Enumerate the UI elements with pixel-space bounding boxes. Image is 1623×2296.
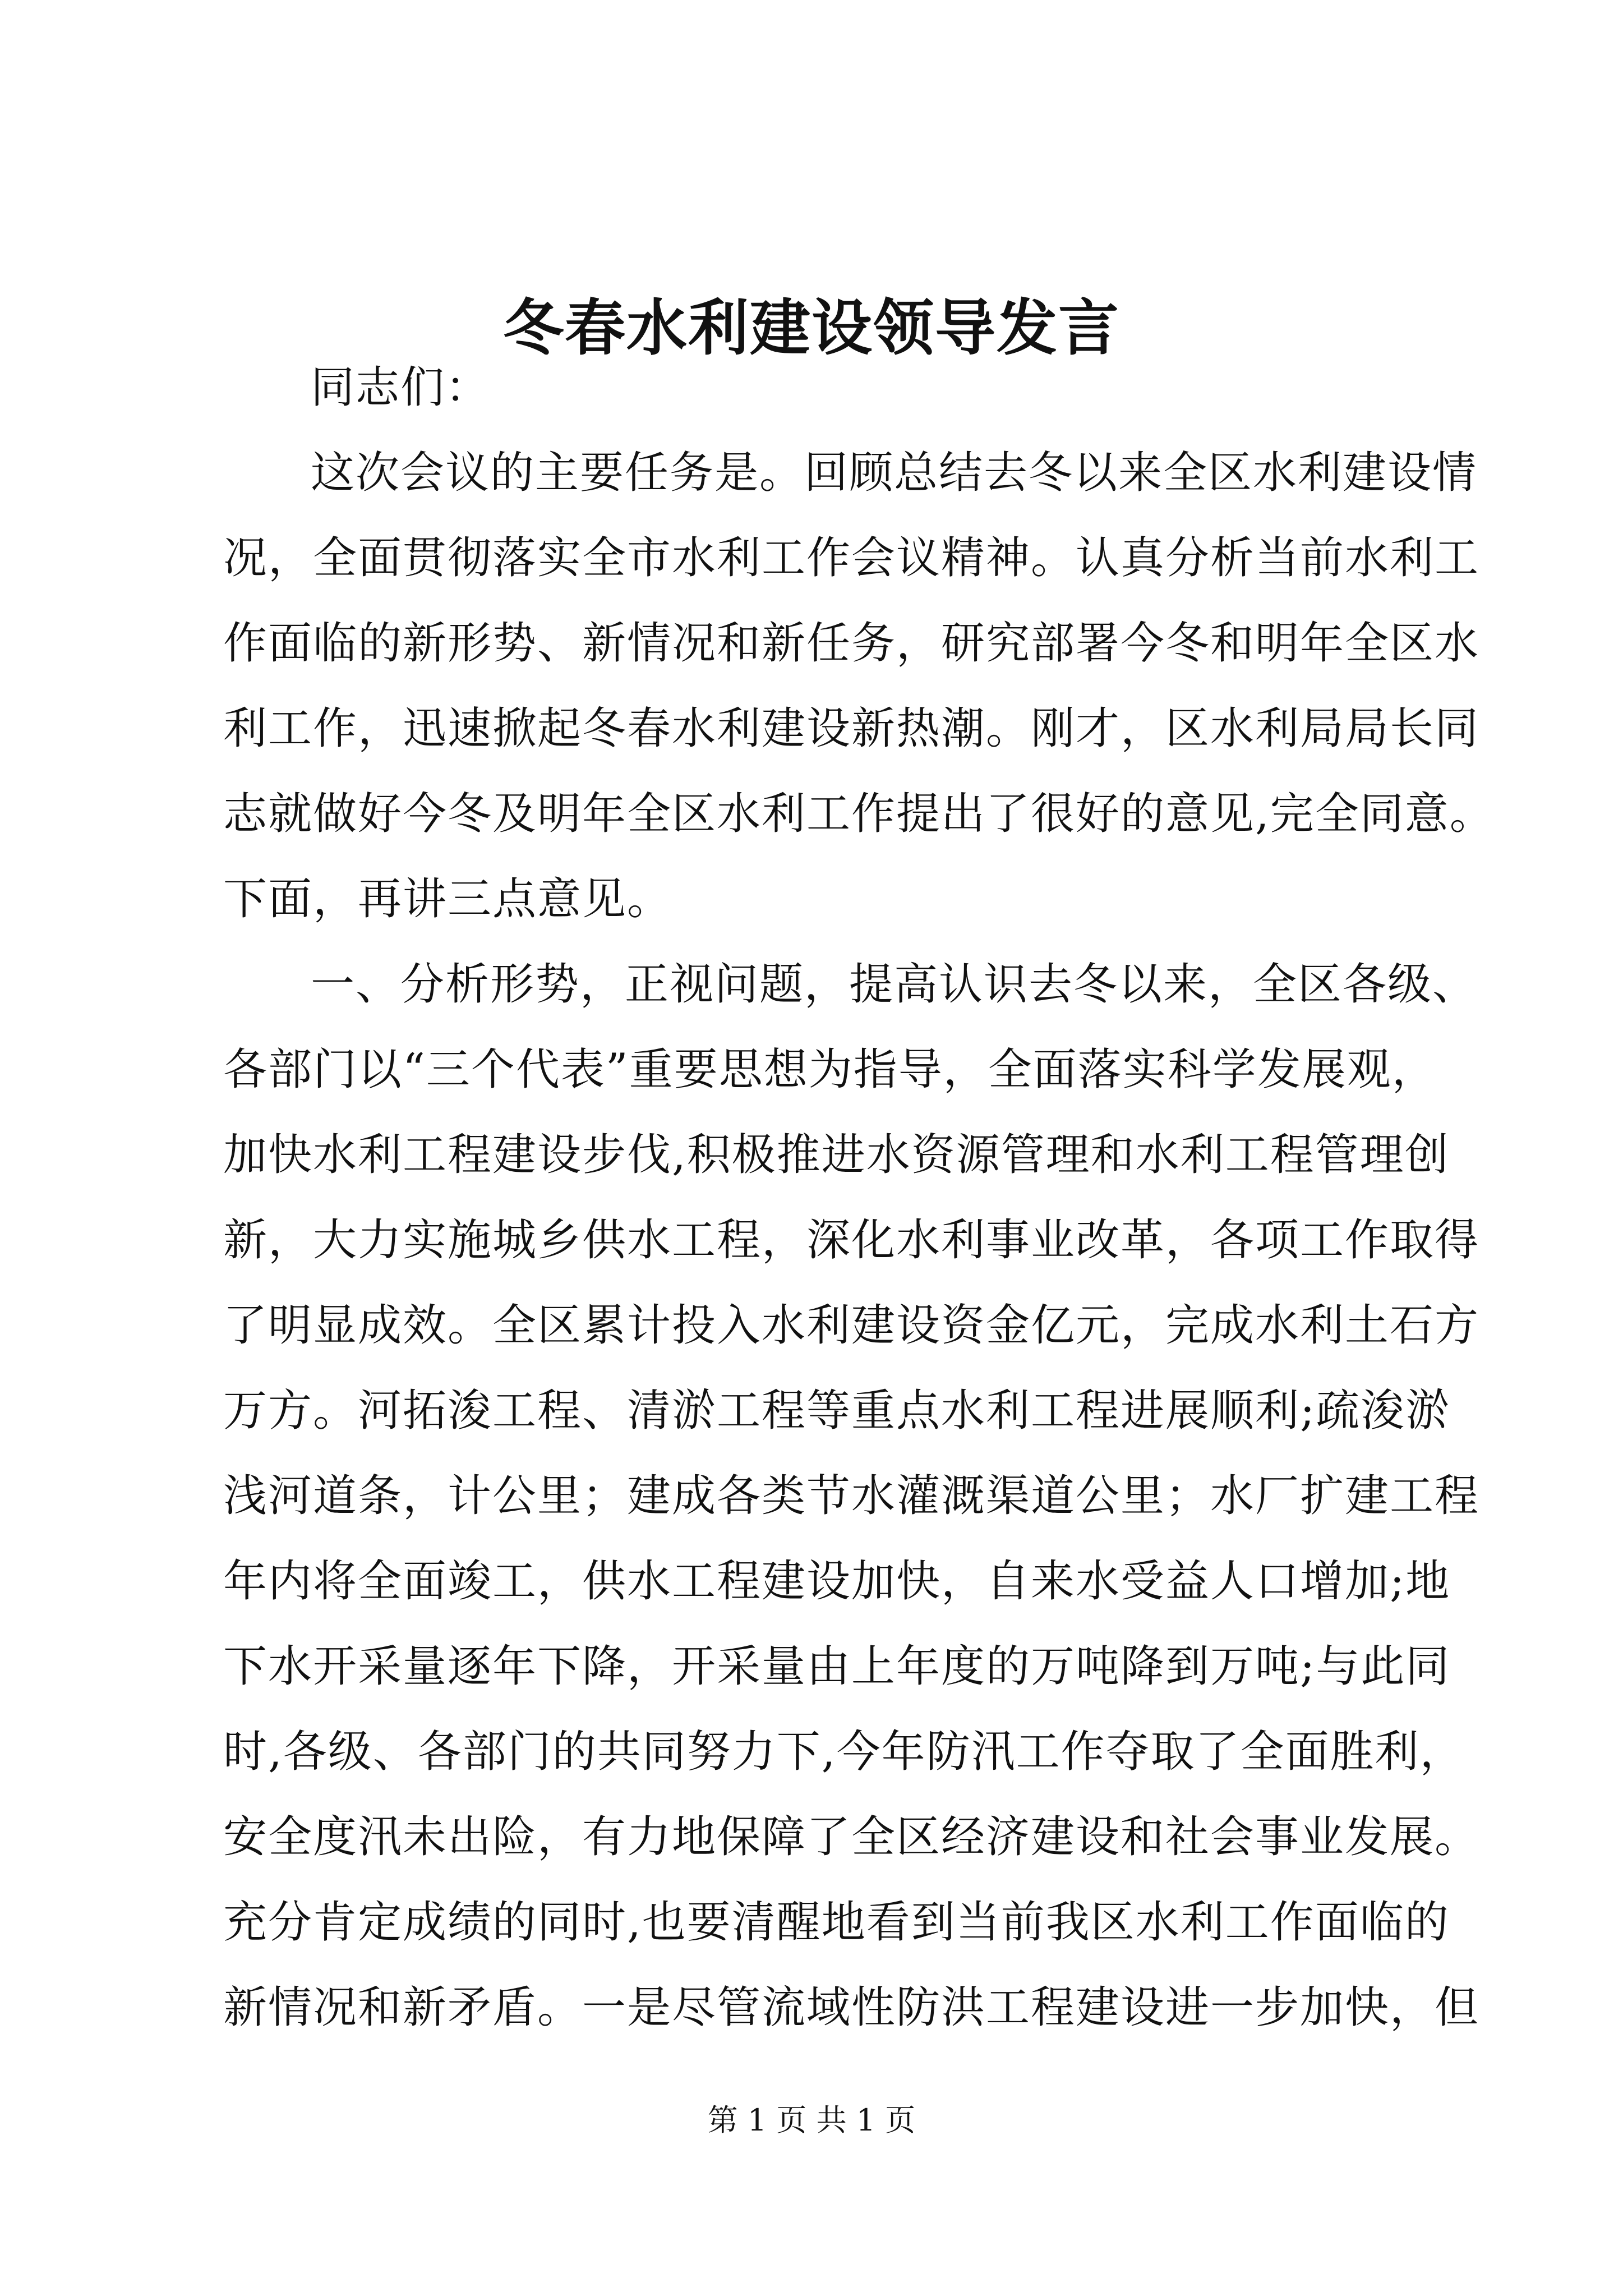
text-line: 加快水利工程建设步伐,积极推进水资源管理和水利工程管理创 (223, 1130, 1450, 1180)
text-line: 下水开采量逐年下降，开采量由上年度的万吨降到万吨;与此同 (223, 1641, 1451, 1692)
text-line: 况，全面贯彻落实全市水利工作会议精神。认真分析当前水利工 (223, 533, 1480, 583)
text-line: 充分肯定成绩的同时,也要清醒地看到当前我区水利工作面临的 (223, 1897, 1450, 1948)
text-line: 利工作，迅速掀起冬春水利建设新热潮。刚才，区水利局局长同 (223, 703, 1480, 754)
text-line: 同志们： (311, 362, 491, 413)
text-line: 万方。河拓浚工程、清淤工程等重点水利工程进展顺利;疏浚淤 (223, 1386, 1451, 1436)
text-line: 新情况和新矛盾。一是尽管流域性防洪工程建设进一步加快，但 (223, 1982, 1480, 2033)
text-line: 各部门以“三个代表”重要思想为指导，全面落实科学发展观， (223, 1045, 1437, 1095)
text-line: 志就做好今冬及明年全区水利工作提出了很好的意见,完全同意。 (223, 789, 1495, 839)
document-body (223, 345, 1495, 2050)
text-line: 下面，再讲三点意见。 (223, 874, 672, 924)
text-line: 年内将全面竣工，供水工程建设加快，自来水受益人口增加;地 (223, 1556, 1451, 1607)
text-line: 了明显成效。全区累计投入水利建设资金亿元，完成水利土石方 (223, 1300, 1480, 1351)
text-line: 新，大力实施城乡供水工程，深化水利事业改革，各项工作取得 (223, 1215, 1480, 1266)
page-footer: 第 1 页 共 1 页 (707, 2102, 916, 2138)
text-line: 这次会议的主要任务是。回顾总结去冬以来全区水利建设情 (311, 448, 1478, 498)
text-line: 时,各级、各部门的共同努力下,今年防汛工作夺取了全面胜利， (223, 1727, 1465, 1777)
text-line: 一、分析形势，正视问题，提高认识去冬以来，全区各级、 (311, 959, 1478, 1010)
text-line: 浅河道条，计公里；建成各类节水灌溉渠道公里；水厂扩建工程 (223, 1471, 1480, 1521)
text-line: 作面临的新形势、新情况和新任务，研究部署今冬和明年全区水 (223, 618, 1480, 669)
document-title: 冬春水利建设领导发言 (502, 293, 1120, 364)
text-line: 安全度汛未出险，有力地保障了全区经济建设和社会事业发展。 (223, 1812, 1480, 1862)
